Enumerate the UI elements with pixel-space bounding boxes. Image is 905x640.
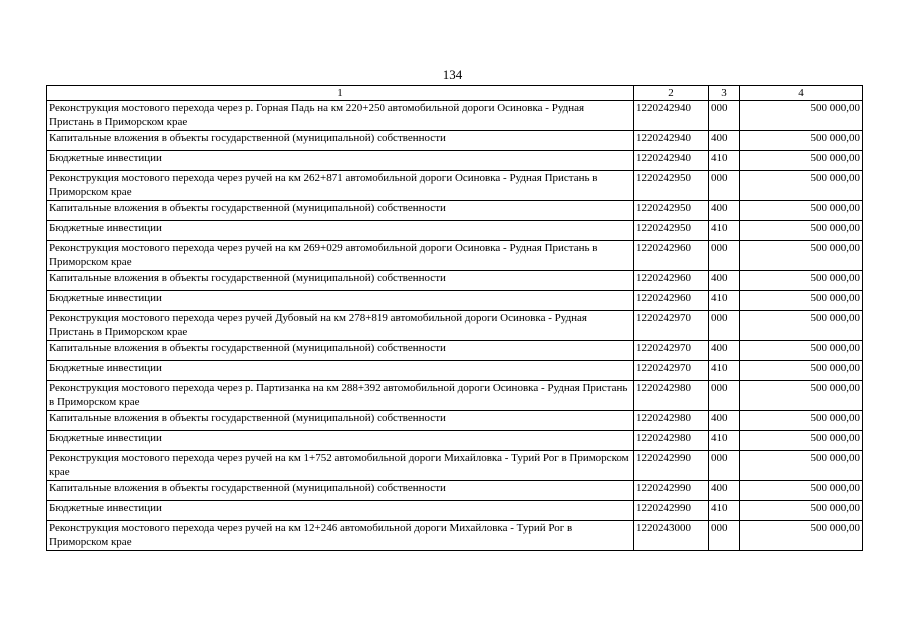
item-name: Бюджетные инвестиции bbox=[47, 501, 634, 521]
table-row bbox=[47, 381, 863, 411]
amount: 500 000,00 bbox=[740, 411, 863, 431]
table-row bbox=[47, 451, 863, 481]
expense-type: 400 bbox=[709, 411, 740, 431]
amount: 500 000,00 bbox=[740, 431, 863, 451]
table-row bbox=[47, 171, 863, 201]
header-col-1: 1 bbox=[47, 86, 634, 101]
header-row bbox=[47, 86, 863, 101]
item-name: Капитальные вложения в объекты государственной (муниципальной) собственности bbox=[47, 411, 634, 431]
target-code: 1220242960 bbox=[634, 271, 709, 291]
target-code: 1220242980 bbox=[634, 431, 709, 451]
item-name: Реконструкция мостового перехода через р. Партизанка на км 288+392 автомобильной дороги Осиновка - Рудная Пристань в Приморском крае bbox=[47, 381, 634, 411]
target-code: 1220243000 bbox=[634, 521, 709, 551]
item-name: Капитальные вложения в объекты государственной (муниципальной) собственности bbox=[47, 271, 634, 291]
amount: 500 000,00 bbox=[740, 151, 863, 171]
target-code: 1220242940 bbox=[634, 101, 709, 131]
amount: 500 000,00 bbox=[740, 501, 863, 521]
target-code: 1220242980 bbox=[634, 411, 709, 431]
item-name: Капитальные вложения в объекты государственной (муниципальной) собственности bbox=[47, 201, 634, 221]
table-row bbox=[47, 201, 863, 221]
expense-type: 410 bbox=[709, 501, 740, 521]
expense-type: 000 bbox=[709, 381, 740, 411]
amount: 500 000,00 bbox=[740, 361, 863, 381]
table-row bbox=[47, 411, 863, 431]
target-code: 1220242990 bbox=[634, 451, 709, 481]
expense-type: 400 bbox=[709, 271, 740, 291]
table-header bbox=[47, 86, 863, 101]
item-name: Капитальные вложения в объекты государственной (муниципальной) собственности bbox=[47, 481, 634, 501]
target-code: 1220242950 bbox=[634, 171, 709, 201]
amount: 500 000,00 bbox=[740, 311, 863, 341]
expense-type: 000 bbox=[709, 241, 740, 271]
expense-type: 410 bbox=[709, 221, 740, 241]
item-name: Реконструкция мостового перехода через ручей на км 12+246 автомобильной дороги Михайловка - Турий Рог в Приморском крае bbox=[47, 521, 634, 551]
expense-type: 410 bbox=[709, 291, 740, 311]
amount: 500 000,00 bbox=[740, 451, 863, 481]
amount: 500 000,00 bbox=[740, 481, 863, 501]
amount: 500 000,00 bbox=[740, 381, 863, 411]
table-row bbox=[47, 311, 863, 341]
table-row bbox=[47, 501, 863, 521]
item-name: Капитальные вложения в объекты государственной (муниципальной) собственности bbox=[47, 341, 634, 361]
budget-table bbox=[46, 85, 863, 551]
expense-type: 000 bbox=[709, 101, 740, 131]
table-row bbox=[47, 481, 863, 501]
target-code: 1220242990 bbox=[634, 481, 709, 501]
expense-type: 410 bbox=[709, 151, 740, 171]
amount: 500 000,00 bbox=[740, 271, 863, 291]
amount: 500 000,00 bbox=[740, 101, 863, 131]
table-row bbox=[47, 101, 863, 131]
expense-type: 400 bbox=[709, 131, 740, 151]
expense-type: 000 bbox=[709, 521, 740, 551]
item-name: Реконструкция мостового перехода через ручей на км 269+029 автомобильной дороги Осиновка - Рудная Пристань в Приморском крае bbox=[47, 241, 634, 271]
expense-type: 000 bbox=[709, 171, 740, 201]
expense-type: 400 bbox=[709, 201, 740, 221]
table-row bbox=[47, 431, 863, 451]
table-row bbox=[47, 291, 863, 311]
table-row bbox=[47, 361, 863, 381]
item-name: Реконструкция мостового перехода через ручей на км 262+871 автомобильной дороги Осиновка - Рудная Пристань в Приморском крае bbox=[47, 171, 634, 201]
target-code: 1220242970 bbox=[634, 341, 709, 361]
header-col-4: 4 bbox=[740, 86, 863, 101]
table-row bbox=[47, 241, 863, 271]
item-name: Реконструкция мостового перехода через ручей Дубовый на км 278+819 автомобильной дороги Осиновка - Рудная Пристань в Приморском крае bbox=[47, 311, 634, 341]
amount: 500 000,00 bbox=[740, 201, 863, 221]
item-name: Бюджетные инвестиции bbox=[47, 291, 634, 311]
item-name: Реконструкция мостового перехода через ручей на км 1+752 автомобильной дороги Михайловка - Турий Рог в Приморском крае bbox=[47, 451, 634, 481]
item-name: Бюджетные инвестиции bbox=[47, 221, 634, 241]
table-row bbox=[47, 131, 863, 151]
target-code: 1220242950 bbox=[634, 221, 709, 241]
table-row bbox=[47, 151, 863, 171]
item-name: Реконструкция мостового перехода через р. Горная Падь на км 220+250 автомобильной дороги Осиновка - Рудная Пристань в Приморском крае bbox=[47, 101, 634, 131]
expense-type: 410 bbox=[709, 431, 740, 451]
expense-type: 400 bbox=[709, 341, 740, 361]
table-row bbox=[47, 271, 863, 291]
item-name: Капитальные вложения в объекты государственной (муниципальной) собственности bbox=[47, 131, 634, 151]
target-code: 1220242960 bbox=[634, 291, 709, 311]
expense-type: 400 bbox=[709, 481, 740, 501]
expense-type: 000 bbox=[709, 451, 740, 481]
table-row bbox=[47, 521, 863, 551]
target-code: 1220242970 bbox=[634, 361, 709, 381]
header-col-3: 3 bbox=[709, 86, 740, 101]
amount: 500 000,00 bbox=[740, 241, 863, 271]
header-col-2: 2 bbox=[634, 86, 709, 101]
target-code: 1220242950 bbox=[634, 201, 709, 221]
expense-type: 410 bbox=[709, 361, 740, 381]
amount: 500 000,00 bbox=[740, 221, 863, 241]
amount: 500 000,00 bbox=[740, 171, 863, 201]
item-name: Бюджетные инвестиции bbox=[47, 151, 634, 171]
expense-type: 000 bbox=[709, 311, 740, 341]
target-code: 1220242980 bbox=[634, 381, 709, 411]
table-row bbox=[47, 221, 863, 241]
target-code: 1220242990 bbox=[634, 501, 709, 521]
target-code: 1220242940 bbox=[634, 151, 709, 171]
amount: 500 000,00 bbox=[740, 521, 863, 551]
table-row bbox=[47, 341, 863, 361]
item-name: Бюджетные инвестиции bbox=[47, 431, 634, 451]
page-number: 134 bbox=[442, 67, 463, 82]
amount: 500 000,00 bbox=[740, 291, 863, 311]
amount: 500 000,00 bbox=[740, 341, 863, 361]
table-body bbox=[47, 101, 863, 551]
item-name: Бюджетные инвестиции bbox=[47, 361, 634, 381]
target-code: 1220242940 bbox=[634, 131, 709, 151]
target-code: 1220242960 bbox=[634, 241, 709, 271]
target-code: 1220242970 bbox=[634, 311, 709, 341]
amount: 500 000,00 bbox=[740, 131, 863, 151]
